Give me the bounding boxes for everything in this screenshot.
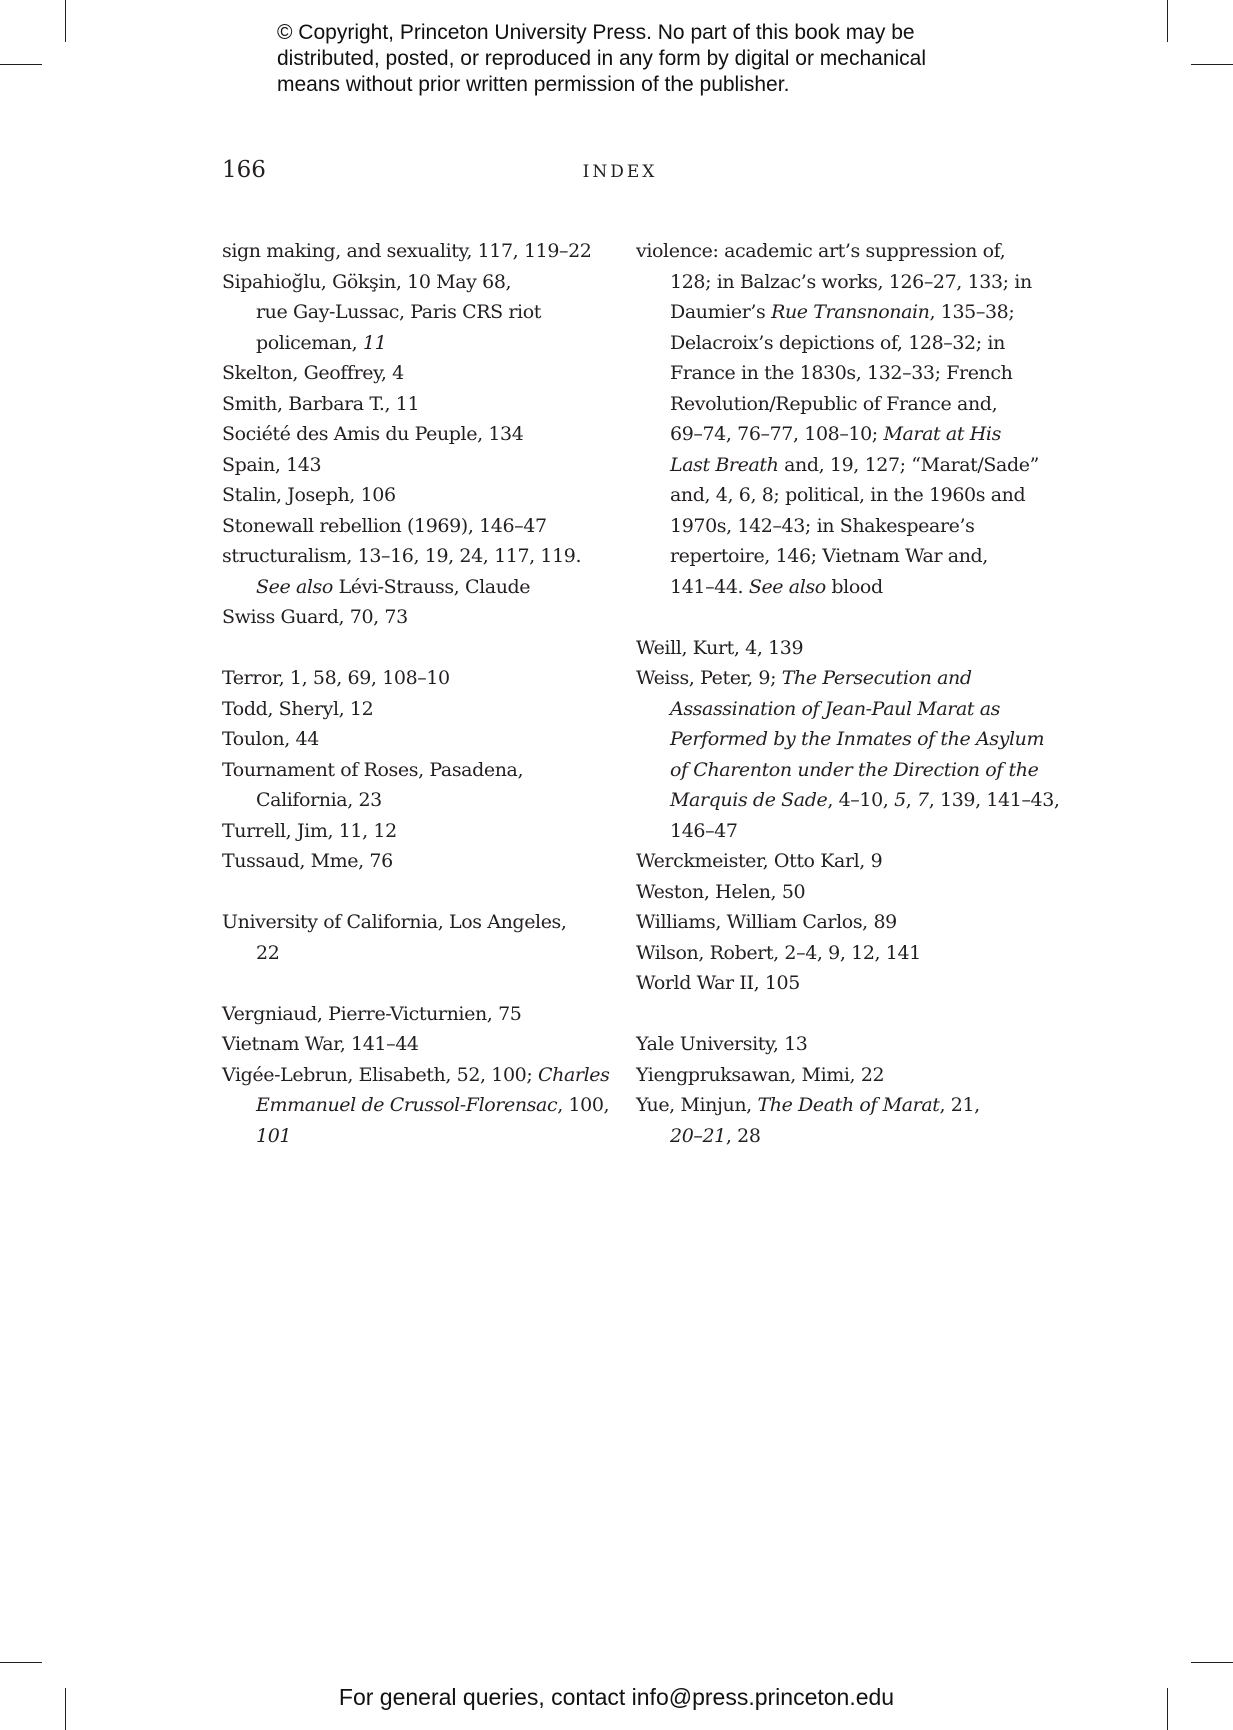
index-entry (636, 877, 1046, 908)
entry-line (653, 694, 1046, 725)
footer-contact (0, 1682, 1233, 1712)
entry-line (239, 572, 622, 603)
copyright-line: distributed, posted, or reproduced in any form by digital or mechanical (277, 47, 927, 70)
entry-line: Delacroix’s depictions of, 128–32; in (670, 331, 1005, 354)
entry-line: World War II, 105 (636, 972, 800, 994)
entry-line: 128; in Balzac’s works, 126–27, 133; in (670, 270, 1032, 293)
entry-text: , 4–10, (827, 789, 895, 811)
entry-line (653, 572, 1046, 603)
entry-text: policeman, (256, 331, 363, 354)
index-entry (222, 694, 622, 725)
index-entry (222, 663, 622, 694)
running-head: INDEX (582, 162, 658, 182)
index-entry (636, 846, 1046, 877)
entry-italic: 11 (362, 331, 387, 354)
entry-text: , 28 (725, 1124, 761, 1147)
entry-line: Toulon, 44 (222, 728, 319, 750)
entry-line: France in the 1830s, 132–33; French (670, 362, 1013, 384)
section-gap (222, 877, 622, 908)
entry-line: Weston, Helen, 50 (636, 880, 806, 903)
entry-italic: Assassination of Jean-Paul Marat as (670, 697, 1001, 720)
section-gap (222, 968, 622, 999)
index-entry (222, 846, 622, 877)
entry-line: Swiss Guard, 70, 73 (222, 606, 408, 628)
index-entry (636, 663, 1060, 846)
index-entry (222, 755, 622, 816)
entry-line: Terror, 1, 58, 69, 108–10 (222, 667, 450, 689)
entry-line (653, 785, 1060, 816)
index-entry (222, 450, 622, 481)
entry-line: structuralism, 13–16, 19, 24, 117, 119. (222, 545, 582, 567)
entry-line (636, 663, 1046, 694)
index-entry (636, 938, 1046, 969)
entry-text: Yue, Minjun, (636, 1094, 758, 1116)
entry-line (239, 328, 622, 359)
entry-line: sign making, and sexuality, 117, 119–22 (222, 240, 592, 262)
entry-line: Williams, William Carlos, 89 (636, 911, 897, 933)
entry-text: rue Gay-Lussac, Paris CRS riot (256, 301, 542, 323)
entry-text: blood (825, 575, 883, 598)
entry-line (239, 1121, 622, 1152)
footer-text: For general queries, contact info@press.princeton.edu (338, 1684, 895, 1710)
entry-line: repertoire, 146; Vietnam War and, (670, 545, 988, 567)
crop-mark-top-left-h (0, 64, 42, 65)
entry-text: , 21, (939, 1094, 980, 1116)
section-gap (636, 999, 1046, 1030)
entry-line: Skelton, Geoffrey, 4 (222, 362, 404, 384)
index-entry (222, 1060, 622, 1152)
entry-italic: Performed by the Inmates of the Asylum (670, 728, 1045, 750)
entry-line (653, 724, 1046, 755)
index-entry (636, 968, 1046, 999)
entry-line (239, 1090, 622, 1121)
entry-text: Daumier’s (670, 301, 772, 323)
index-entry (222, 999, 622, 1030)
index-entry (222, 511, 622, 542)
entry-line: Wilson, Robert, 2–4, 9, 12, 141 (636, 941, 921, 964)
crop-mark-top-right-h (1191, 64, 1233, 65)
entry-text: , (905, 789, 918, 811)
entry-line: University of California, Los Angeles, (222, 911, 567, 933)
index-entry (222, 724, 622, 755)
entry-italic: Last Breath (670, 453, 779, 476)
entry-text: 141–44. (670, 575, 749, 598)
entry-line: Société des Amis du Peuple, 134 (222, 423, 524, 445)
section-gap (636, 602, 1046, 633)
entry-italic: Charles (538, 1063, 610, 1086)
entry-line: Todd, Sheryl, 12 (222, 697, 374, 720)
entry-text: Vigée-Lebrun, Elisabeth, 52, 100; (222, 1063, 539, 1086)
index-entry (222, 358, 622, 389)
page-number: 166 (222, 157, 266, 183)
index-entry (222, 602, 622, 633)
copyright-notice (277, 20, 997, 98)
entry-italic: Marquis de Sade (670, 789, 828, 811)
copyright-line: © Copyright, Princeton University Press. No part of this book may be (277, 21, 915, 44)
entry-italic: Marat at His (883, 423, 1001, 445)
index-entry (222, 389, 622, 420)
entry-line: Weill, Kurt, 4, 139 (636, 636, 804, 659)
index-entry (222, 480, 622, 511)
entry-italic: See also (748, 575, 826, 598)
entry-text: Weiss, Peter, 9; (636, 667, 782, 689)
index-entry (636, 907, 1046, 938)
entry-line (653, 450, 1046, 481)
crop-mark-top-right-v (1167, 0, 1168, 42)
index-entry (222, 419, 622, 450)
entry-text: , 139, 141–43, (928, 789, 1060, 811)
entry-line: Tournament of Roses, Pasadena, (222, 758, 524, 781)
entry-italic: Emmanuel de Crussol-Florensac (256, 1094, 558, 1116)
entry-text: 69–74, 76–77, 108–10; (670, 423, 884, 445)
crop-mark-top-left-v (65, 0, 66, 42)
index-entry (222, 907, 622, 968)
entry-line: Werckmeister, Otto Karl, 9 (636, 850, 883, 872)
entry-line: and, 4, 6, 8; political, in the 1960s and (670, 484, 1026, 506)
copyright-line: means without prior written permission of the publisher. (277, 73, 790, 96)
entry-line: Sipahioğlu, Gökşin, 10 May 68, (222, 270, 512, 293)
entry-italic: 20–21 (670, 1124, 726, 1147)
entry-line: Spain, 143 (222, 453, 322, 476)
crop-mark-bottom-left-h (0, 1662, 42, 1663)
entry-line: Yiengpruksawan, Mimi, 22 (636, 1063, 885, 1086)
index-column-right (636, 236, 1060, 1151)
index-entry (636, 236, 1046, 602)
index-entry (636, 1090, 1046, 1151)
entry-italic: 101 (256, 1124, 292, 1147)
entry-italic: 5 (894, 789, 906, 811)
entry-text: , 100, (557, 1094, 610, 1116)
entry-line (653, 755, 1046, 786)
index-entry (222, 816, 622, 847)
index-entry (222, 541, 622, 602)
entry-line (636, 1090, 1046, 1121)
entry-line: Tussaud, Mme, 76 (222, 850, 393, 872)
index-entry (636, 1029, 1046, 1060)
entry-text: , 135–38; (929, 301, 1015, 323)
entry-line: Stonewall rebellion (1969), 146–47 (222, 514, 547, 537)
entry-text: Lévi-Strauss, Claude (332, 575, 531, 598)
index-entry (222, 267, 622, 359)
entry-text: and, 19, 127; “Marat/Sade” (778, 453, 1039, 476)
entry-line: 1970s, 142–43; in Shakespeare’s (670, 514, 975, 537)
entry-line: Yale University, 13 (636, 1033, 808, 1055)
index-entry (222, 1029, 622, 1060)
entry-italic: Rue Transnonain (771, 301, 930, 323)
index-entry (636, 633, 1046, 664)
entry-italic: See also (256, 575, 333, 598)
entry-line: 22 (256, 941, 280, 964)
entry-line: Turrell, Jim, 11, 12 (222, 819, 397, 842)
entry-line: violence: academic art’s suppression of, (636, 240, 1006, 262)
entry-italic: 7 (917, 789, 929, 811)
entry-line: California, 23 (256, 789, 382, 811)
entry-line: Stalin, Joseph, 106 (222, 484, 396, 506)
index-entry (636, 1060, 1046, 1091)
entry-line (239, 297, 622, 328)
entry-line: Vietnam War, 141–44 (222, 1033, 419, 1055)
entry-line (653, 297, 1046, 328)
entry-line: 146–47 (670, 819, 738, 842)
entry-line: Revolution/Republic of France and, (670, 392, 998, 415)
entry-line (653, 419, 1046, 450)
section-gap (222, 633, 622, 664)
entry-line: Vergniaud, Pierre-Victurnien, 75 (222, 1002, 522, 1025)
entry-italic: The Death of Marat (757, 1094, 940, 1116)
entry-italic: The Persecution and (781, 667, 972, 689)
entry-line (653, 1121, 1046, 1152)
entry-italic: of Charenton under the Direction of the (670, 758, 1039, 781)
crop-mark-bottom-right-h (1191, 1662, 1233, 1663)
entry-line (222, 1060, 622, 1091)
entry-line: Smith, Barbara T., 11 (222, 392, 420, 415)
index-column-left (222, 236, 622, 1151)
index-entry (222, 236, 622, 267)
